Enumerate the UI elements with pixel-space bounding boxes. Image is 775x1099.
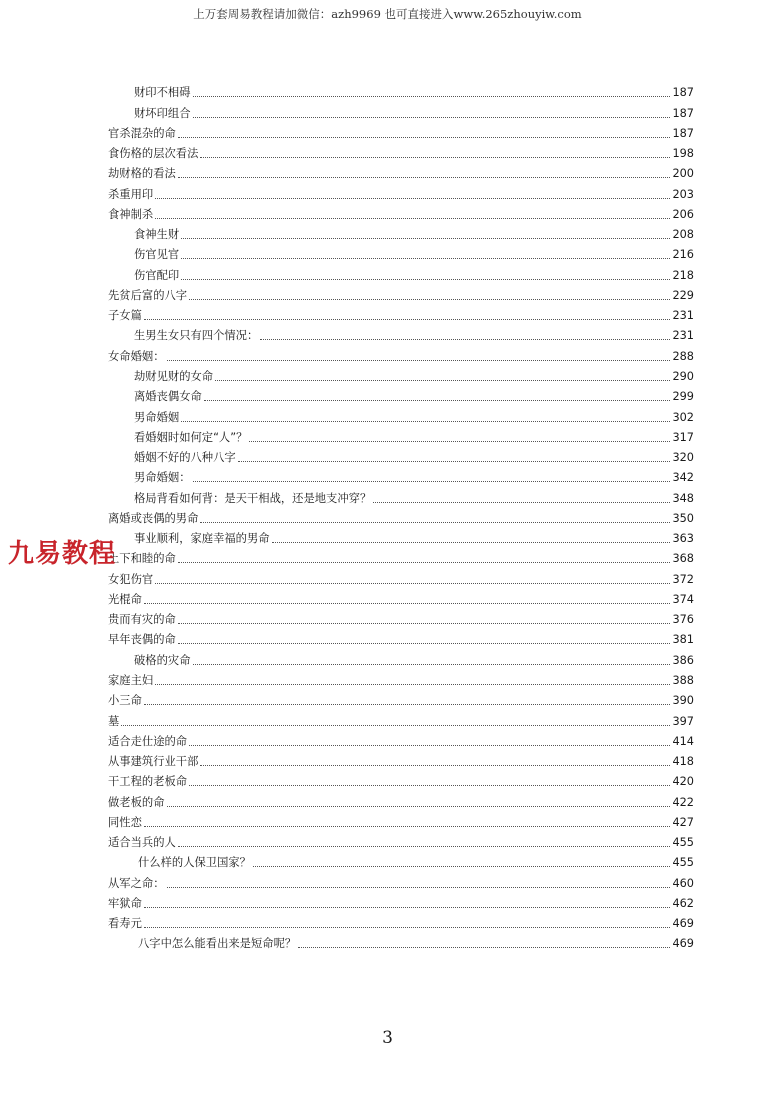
toc-entry-title: 劫财格的看法 (108, 167, 176, 181)
toc-dot-leader (155, 198, 670, 199)
toc-dot-leader (144, 927, 671, 928)
toc-dot-leader (193, 481, 671, 482)
toc-entry-title: 家庭主妇 (108, 673, 154, 687)
toc-dot-leader (181, 258, 670, 259)
toc-entry[interactable] (108, 789, 694, 809)
toc-dot-leader (298, 947, 670, 948)
toc-dot-leader (167, 887, 671, 888)
toc-entry-title: 从事建筑行业干部 (108, 755, 199, 769)
toc-entry[interactable] (108, 810, 694, 830)
toc-entry-page: 427 (672, 815, 694, 829)
toc-entry-page: 388 (672, 673, 694, 687)
toc-entry[interactable] (108, 242, 694, 262)
toc-entry-page: 302 (672, 410, 694, 424)
toc-entry-page: 420 (672, 775, 694, 789)
toc-entry-title: 官杀混杂的命 (108, 126, 176, 140)
toc-entry-page: 469 (672, 917, 694, 931)
toc-entry-title: 看婚姻时如何定“人”？ (134, 430, 248, 444)
toc-entry[interactable] (108, 607, 694, 627)
toc-entry-title: 食伤格的层次看法 (108, 147, 199, 161)
toc-entry[interactable] (108, 100, 694, 120)
toc-entry-title: 伤官见官 (134, 248, 180, 262)
toc-dot-leader (373, 502, 670, 503)
toc-entry-title: 八字中怎么能看出来是短命呢？ (138, 937, 297, 951)
toc-entry-title: 男命婚姻： (134, 471, 191, 485)
toc-entry[interactable] (108, 526, 694, 546)
toc-entry-title: 杀重用印 (108, 187, 154, 201)
toc-entry-page: 397 (672, 714, 694, 728)
toc-entry-page: 198 (672, 147, 694, 161)
toc-entry[interactable] (108, 181, 694, 201)
toc-entry[interactable] (108, 465, 694, 485)
toc-entry-title: 什么样的人保卫国家？ (138, 856, 251, 870)
toc-dot-leader (249, 441, 670, 442)
table-of-contents (108, 80, 694, 951)
toc-entry-page: 200 (672, 167, 694, 181)
toc-entry-page: 218 (672, 268, 694, 282)
toc-entry-title: 同性恋 (108, 815, 142, 829)
toc-entry-page: 414 (672, 734, 694, 748)
toc-entry-page: 381 (672, 633, 694, 647)
toc-entry[interactable] (108, 202, 694, 222)
toc-entry[interactable] (108, 891, 694, 911)
toc-entry-title: 男命婚姻 (134, 410, 180, 424)
toc-entry-page: 422 (672, 795, 694, 809)
toc-entry[interactable] (108, 141, 694, 161)
toc-dot-leader (155, 684, 670, 685)
toc-entry[interactable] (108, 830, 694, 850)
toc-entry[interactable] (108, 262, 694, 282)
toc-entry-page: 462 (672, 896, 694, 910)
toc-entry[interactable] (108, 546, 694, 566)
toc-dot-leader (193, 96, 671, 97)
toc-entry-page: 299 (672, 390, 694, 404)
toc-entry[interactable] (108, 121, 694, 141)
toc-entry-page: 350 (672, 511, 694, 525)
toc-entry-title: 干工程的老板命 (108, 775, 188, 789)
toc-dot-leader (155, 583, 670, 584)
toc-dot-leader (200, 765, 670, 766)
toc-entry-title: 伤官配印 (134, 268, 180, 282)
toc-dot-leader (144, 319, 671, 320)
toc-entry[interactable] (108, 647, 694, 667)
toc-entry-page: 290 (672, 369, 694, 383)
toc-entry-page: 229 (672, 288, 694, 302)
toc-entry-page: 348 (672, 491, 694, 505)
toc-entry[interactable] (108, 343, 694, 363)
toc-entry-page: 376 (672, 613, 694, 627)
toc-entry[interactable] (108, 911, 694, 931)
toc-dot-leader (204, 400, 671, 401)
toc-entry-title: 上下和睦的命 (108, 552, 176, 566)
toc-entry-page: 374 (672, 592, 694, 606)
toc-entry-page: 460 (672, 876, 694, 890)
toc-entry-page: 455 (672, 836, 694, 850)
toc-entry-title: 适合走仕途的命 (108, 734, 188, 748)
toc-dot-leader (238, 461, 671, 462)
page-number: 3 (382, 1028, 393, 1048)
toc-entry-title: 女犯伤官 (108, 572, 154, 586)
toc-entry-title: 财坏印组合 (134, 106, 191, 120)
toc-entry[interactable] (108, 445, 694, 465)
toc-entry-title: 破格的灾命 (134, 653, 191, 667)
toc-entry-page: 372 (672, 572, 694, 586)
toc-dot-leader (253, 866, 670, 867)
toc-entry-title: 牢狱命 (108, 896, 142, 910)
toc-entry-page: 208 (672, 228, 694, 242)
toc-dot-leader (144, 907, 671, 908)
toc-entry[interactable] (108, 870, 694, 890)
toc-entry[interactable] (108, 769, 694, 789)
toc-entry[interactable] (108, 485, 694, 505)
toc-entry-page: 469 (672, 937, 694, 951)
toc-entry-title: 看寿元 (108, 917, 142, 931)
toc-dot-leader (215, 380, 670, 381)
toc-entry[interactable] (108, 688, 694, 708)
toc-entry-page: 187 (672, 86, 694, 100)
toc-dot-leader (178, 846, 671, 847)
toc-entry[interactable] (108, 749, 694, 769)
toc-entry-title: 适合当兵的人 (108, 836, 176, 850)
toc-entry-title: 离婚丧偶女命 (134, 390, 202, 404)
toc-entry-title: 先贫后富的八字 (108, 288, 188, 302)
toc-entry[interactable] (108, 80, 694, 100)
toc-entry[interactable] (108, 708, 694, 728)
toc-entry[interactable] (108, 587, 694, 607)
toc-entry-title: 离婚或丧偶的男命 (108, 511, 199, 525)
toc-entry-page: 368 (672, 552, 694, 566)
toc-entry-title: 光棍命 (108, 592, 142, 606)
toc-dot-leader (178, 643, 671, 644)
toc-dot-leader (193, 664, 671, 665)
toc-entry-title: 格局背看如何背：是天干相战，还是地支冲穿？ (134, 491, 372, 505)
toc-dot-leader (200, 157, 670, 158)
toc-dot-leader (181, 279, 670, 280)
toc-entry-page: 288 (672, 349, 694, 363)
toc-entry-title: 贵而有灾的命 (108, 613, 176, 627)
toc-dot-leader (167, 360, 671, 361)
toc-entry[interactable] (108, 506, 694, 526)
toc-entry-title: 子女篇 (108, 309, 142, 323)
toc-dot-leader (167, 806, 671, 807)
toc-dot-leader (189, 299, 670, 300)
toc-entry-page: 317 (672, 430, 694, 444)
toc-entry-page: 342 (672, 471, 694, 485)
toc-entry-page: 206 (672, 207, 694, 221)
toc-entry[interactable] (108, 222, 694, 242)
toc-entry-title: 生男生女只有四个情况： (134, 329, 259, 343)
toc-entry[interactable] (108, 303, 694, 323)
toc-entry-title: 小三命 (108, 694, 142, 708)
toc-entry-page: 320 (672, 451, 694, 465)
toc-dot-leader (178, 137, 671, 138)
toc-dot-leader (189, 785, 670, 786)
toc-dot-leader (181, 421, 670, 422)
toc-entry[interactable] (108, 161, 694, 181)
toc-entry[interactable] (108, 364, 694, 384)
toc-entry-page: 363 (672, 532, 694, 546)
toc-dot-leader (181, 238, 670, 239)
toc-dot-leader (144, 826, 671, 827)
toc-dot-leader (178, 562, 671, 563)
toc-entry[interactable] (108, 931, 694, 951)
toc-entry-title: 财印不相碍 (134, 86, 191, 100)
toc-entry-page: 203 (672, 187, 694, 201)
toc-entry[interactable] (108, 404, 694, 424)
toc-entry-title: 事业顺利，家庭幸福的男命 (134, 532, 270, 546)
toc-entry-title: 食神生财 (134, 228, 180, 242)
toc-entry[interactable] (108, 425, 694, 445)
toc-entry[interactable] (108, 850, 694, 870)
toc-dot-leader (144, 704, 671, 705)
toc-dot-leader (155, 218, 670, 219)
toc-entry[interactable] (108, 627, 694, 647)
toc-dot-leader (189, 745, 670, 746)
watermark-logo: 九易教程 (8, 539, 117, 569)
toc-entry-page: 386 (672, 653, 694, 667)
toc-entry-title: 劫财见财的女命 (134, 369, 214, 383)
toc-entry[interactable] (108, 323, 694, 343)
toc-entry-page: 390 (672, 694, 694, 708)
toc-entry[interactable] (108, 668, 694, 688)
toc-entry-page: 187 (672, 106, 694, 120)
toc-entry[interactable] (108, 729, 694, 749)
toc-entry-title: 从军之命： (108, 876, 165, 890)
toc-entry[interactable] (108, 384, 694, 404)
toc-dot-leader (260, 339, 670, 340)
toc-entry[interactable] (108, 283, 694, 303)
toc-dot-leader (178, 177, 671, 178)
toc-dot-leader (144, 603, 671, 604)
toc-dot-leader (193, 117, 671, 118)
toc-entry[interactable] (108, 566, 694, 586)
toc-dot-leader (178, 623, 671, 624)
toc-dot-leader (121, 725, 670, 726)
toc-entry-page: 455 (672, 856, 694, 870)
toc-entry-page: 418 (672, 755, 694, 769)
page-header: 上万套周易教程请加微信：azh9969 也可直接进入www.265zhouyiw.com (193, 7, 582, 21)
toc-entry-page: 216 (672, 248, 694, 262)
toc-entry-page: 187 (672, 126, 694, 140)
toc-entry-page: 231 (672, 329, 694, 343)
toc-entry-title: 婚姻不好的八种八字 (134, 451, 236, 465)
toc-entry-title: 墓 (108, 714, 120, 728)
toc-dot-leader (272, 542, 671, 543)
toc-entry-title: 早年丧偶的命 (108, 633, 176, 647)
toc-entry-title: 做老板的命 (108, 795, 165, 809)
toc-entry-title: 食神制杀 (108, 207, 154, 221)
toc-entry-title: 女命婚姻： (108, 349, 165, 363)
toc-dot-leader (200, 522, 670, 523)
toc-entry-page: 231 (672, 309, 694, 323)
